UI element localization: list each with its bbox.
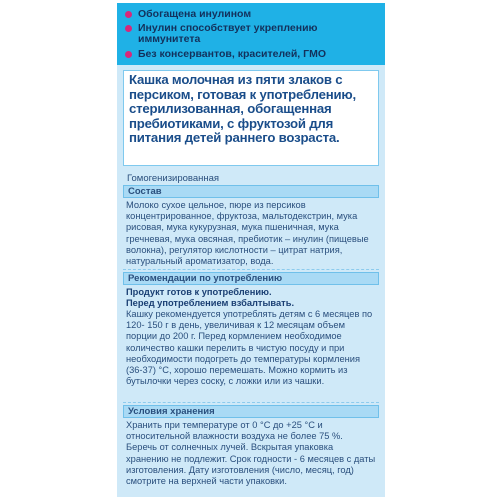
feature-item [125, 9, 251, 20]
composition-heading: Состав [123, 185, 379, 198]
bullet-dot-icon [125, 25, 132, 32]
recommendation-bold-line: Перед употреблением взбалтывать. [126, 298, 295, 308]
recommendations-heading: Рекомендации по употреблению [123, 272, 379, 285]
feature-label: Инулин способствует укреплению иммунитета [138, 22, 318, 45]
storage-text: Хранить при температуре от 0 °С до +25 °С и относительной влажности воздуха не более 75 %. Беречь от солнечных лучей. Вскрытая упаковка хранению не подлежит. Срок годности - 6 месяцев с даты изготовления. Дату изготовления (число, месяц, год) смотрите на верхней части упаковки. [126, 420, 376, 487]
product-title-box [123, 70, 379, 166]
feature-item [125, 23, 365, 45]
features-box [117, 3, 385, 65]
bullet-dot-icon [125, 51, 132, 58]
storage-heading: Условия хранения [123, 405, 379, 418]
bullet-dot-icon [125, 11, 132, 18]
feature-label: Обогащена инулином [138, 8, 252, 20]
feature-item [125, 49, 326, 60]
feature-label: Без консервантов, красителей, ГМО [138, 48, 327, 60]
composition-text: Молоко сухое цельное, пюре из персиков концентрированное, фруктоза, мальтодекстрин, мука рисовая, мука кукурузная, мука пшеничная, мука гречневая, мука овсяная, пребиотик – инулин (пищевые волокна), регулятор кислотности – цитрат натрия, натуральный ароматизатор, вода. [126, 200, 369, 267]
divider [123, 269, 379, 270]
package-panel [117, 3, 385, 497]
product-title: Кашка молочная из пяти злаков с персиком, готовая к употреблению, стерилизованная, обогащенная пребиотиками, с фруктозой для питания детей раннего возраста. [129, 72, 356, 146]
recommendations-text: Кашку рекомендуется употреблять детям с 6 месяцев по 120- 150 г в день, увеличивая к 12 месяцам объем порции до 200 г. Перед кормлением необходимое количество кашки перелить в чистую посуду и при необходимости подогреть до температуры кормления (36-37) °С, хорошо перемешать. Можно кормить из бутылочки через соску, с ложки или из чашки. [126, 309, 373, 387]
divider [123, 402, 379, 403]
homogenized-label: Гомогенизированная [127, 173, 220, 184]
recommendation-bold-line: Продукт готов к употреблению. [126, 287, 272, 297]
